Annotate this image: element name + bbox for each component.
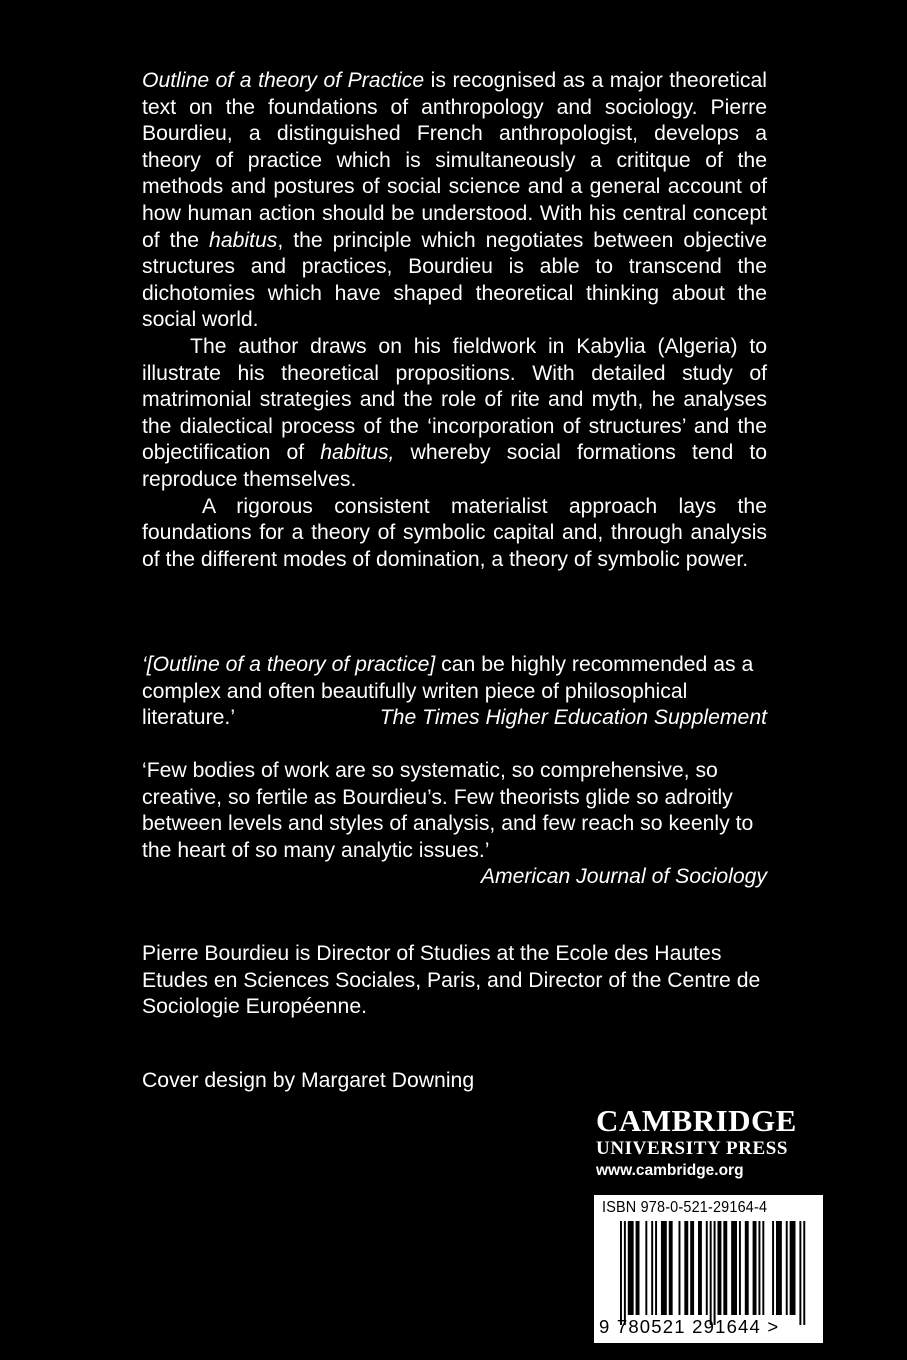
barcode-bar: [690, 1221, 694, 1315]
barcode-bar: [698, 1221, 702, 1315]
isbn-label: ISBN 978-0-521-29164-4: [602, 1199, 768, 1216]
review-quote-2: [142, 758, 767, 891]
barcode-guard-bar: [710, 1221, 712, 1325]
barcode-bar: [762, 1221, 764, 1315]
barcode-bar: [772, 1221, 774, 1315]
description: [142, 68, 767, 573]
barcode-bar: [679, 1221, 681, 1315]
author-bio: Pierre Bourdieu is Director of Studies at the Ecole des Hautes Etudes en Sciences Sociales, Paris, and Director of the Centre de Sociologie Européenne.: [142, 942, 761, 1019]
barcode-guard-bar: [799, 1221, 801, 1325]
barcode-digits: 9 780521 291644 >: [599, 1316, 780, 1337]
barcode-bar: [661, 1221, 667, 1315]
barcode-bar: [745, 1221, 749, 1315]
blurb-paragraph-3: A rigorous consistent materialist approach lays the foundations for a theory of symbolic capital and, through analysis of the different modes of domination, a theory of symbolic power.: [142, 494, 767, 571]
barcode-guard-bar: [803, 1221, 805, 1325]
barcode-bar: [684, 1221, 688, 1315]
barcode-bar: [790, 1221, 796, 1315]
isbn-barcode: [594, 1195, 823, 1343]
blurb-paragraph-2: The author draws on his fieldwork in Kabylia (Algeria) to illustrate his theoretical propositions. With detailed study of matrimonial strategies and the role of rite and myth, he analyses the dialectical process of the ‘incorporation of structures’ and the objectification of habitus, whereby social formations tend to reproduce themselves.: [142, 334, 767, 491]
barcode-bar: [628, 1221, 634, 1315]
barcode-bar: [776, 1221, 782, 1315]
barcode-bar: [669, 1221, 673, 1315]
barcode-bar: [723, 1221, 727, 1315]
barcode-guard-bar: [714, 1221, 716, 1325]
publisher-url: www.cambridge.org: [596, 1162, 744, 1179]
back-cover-blurb: [142, 68, 767, 573]
review-1-title-italic: [Outline of a theory of practice]: [146, 653, 436, 676]
book-title-italic: Outline of a theory of Practice: [142, 69, 425, 92]
barcode-bar: [655, 1221, 657, 1315]
barcode-bar: [758, 1221, 760, 1315]
blurb-paragraph-1: Outline of a theory of Practice is recognised as a major theoretical text on the foundations of anthropology and sociology. Pierre Bourdieu, a distinguished French anthropologist, develops a theory of practice which is simultaneously a crititque of the methods and postures of social science and a general account of how human action should be understood. With his central concept of the habitus, the principle which negotiates between objective structures and practices, Bourdieu is able to transcend the dichotomies which have shaped theoretical thinking about the social world.: [142, 69, 767, 332]
barcode-guard-bar: [624, 1221, 626, 1325]
review-2-text: ‘Few bodies of work are so systematic, so comprehensive, so creative, so fertile as Bourdieu’s. Few theorists glide so adroitly between levels and styles of analysis, and few reach so keenly to the heart of so many analytic issues.’: [142, 759, 754, 862]
barcode-bar: [636, 1221, 640, 1315]
barcode-bar: [731, 1221, 737, 1315]
habitus-italic: habitus,: [320, 441, 395, 465]
barcode-bar: [718, 1221, 722, 1315]
barcode-bar: [739, 1221, 741, 1315]
barcode-guard-bar: [620, 1221, 622, 1325]
review-1-text: ‘[Outline of a theory of practice] can be highly recommended as a complex and often beautifully writen piece of philosophical literature.’: [142, 653, 754, 730]
barcode-bar: [651, 1221, 653, 1315]
barcode-bar: [645, 1221, 647, 1315]
habitus-italic: habitus: [209, 228, 278, 252]
review-quote-1: [142, 652, 767, 732]
review-2-source: American Journal of Sociology: [480, 865, 767, 889]
cover-design-credit: Cover design by Margaret Downing: [142, 1069, 475, 1092]
review-1-source: The Times Higher Education Supplement: [379, 706, 767, 730]
publisher-name: CAMBRIDGE: [596, 1103, 797, 1138]
publisher-subtitle: UNIVERSITY PRESS: [596, 1138, 789, 1159]
barcode-bar: [753, 1221, 757, 1315]
publisher-logo: [596, 1104, 826, 1182]
barcode-bar: [786, 1221, 788, 1315]
barcode-bar: [706, 1221, 708, 1315]
